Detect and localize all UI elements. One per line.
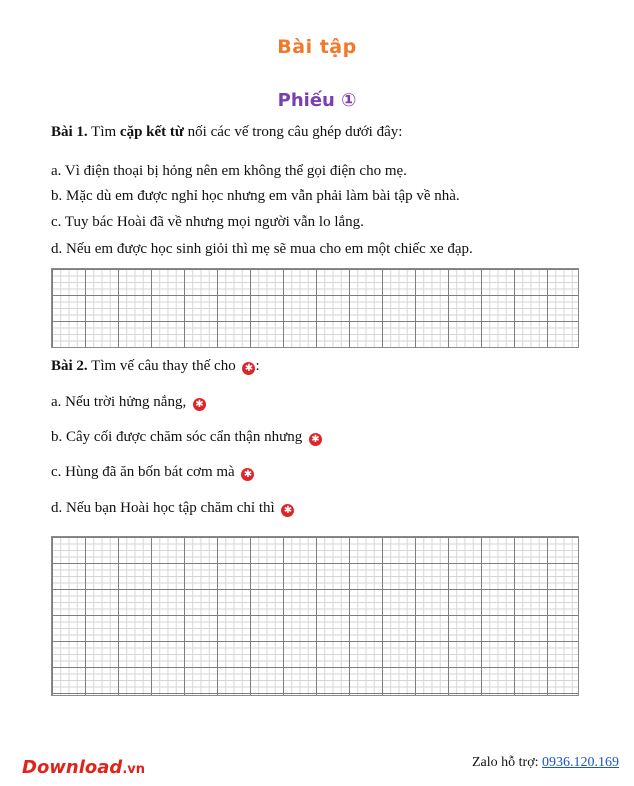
red-asterisk-circle-icon: ✱ xyxy=(309,433,322,446)
exercise2-label: Bài 2. xyxy=(51,358,88,374)
exercise1-intro-before: Tìm xyxy=(87,124,120,140)
exercise2-intro: Tìm vế câu thay thế cho xyxy=(87,358,240,374)
exercise1-item-d: d. Nếu em được học sinh giỏi thì mẹ sẽ mua cho em một chiếc xe đạp. xyxy=(51,241,473,257)
logo-main-text: Download xyxy=(22,757,123,778)
exercise1-item-b: b. Mặc dù em được nghỉ học nhưng em vẫn phải làm bài tập về nhà. xyxy=(51,188,460,204)
logo-suffix-text: .vn xyxy=(122,762,145,777)
red-asterisk-circle-icon: ✱ xyxy=(242,362,255,375)
exercise2-item-d-text: d. Nếu bạn Hoài học tập chăm chỉ thì xyxy=(51,500,279,516)
exercise2-item-c xyxy=(51,464,254,481)
red-asterisk-circle-icon: ✱ xyxy=(281,504,294,517)
worksheet-subtitle: Phiếu ① xyxy=(277,90,357,111)
exercise1-instruction xyxy=(51,124,402,141)
exercise2-instruction xyxy=(51,358,260,375)
exercise2-intro-end: : xyxy=(255,358,260,374)
answer-grid-1[interactable] xyxy=(51,268,579,348)
support-label: Zalo hỗ trợ: xyxy=(472,755,542,770)
exercise1-keyword: cặp kết từ xyxy=(119,124,184,140)
exercise1-item-c: c. Tuy bác Hoài đã về nhưng mọi người vẫn lo lắng. xyxy=(51,214,364,230)
exercise1-item-a: a. Vì điện thoại bị hỏng nên em không thể gọi điện cho mẹ. xyxy=(51,163,407,179)
exercise2-item-c-text: c. Hùng đã ăn bốn bát cơm mà xyxy=(51,464,239,480)
support-phone-link[interactable]: 0936.120.169 xyxy=(542,755,619,770)
zalo-support xyxy=(472,755,619,771)
red-asterisk-circle-icon: ✱ xyxy=(241,468,254,481)
exercise2-item-b xyxy=(51,429,322,446)
exercise2-item-d xyxy=(51,500,294,517)
download-vn-logo[interactable] xyxy=(22,757,145,778)
answer-grid-2[interactable] xyxy=(51,536,579,696)
page-title: Bài tập xyxy=(277,36,357,58)
exercise1-intro-after: nối các vế trong câu ghép dưới đây: xyxy=(183,124,403,140)
exercise2-item-b-text: b. Cây cối được chăm sóc cẩn thận nhưng xyxy=(51,429,306,445)
exercise2-item-a-text: a. Nếu trời hửng nắng, xyxy=(51,394,190,410)
exercise2-item-a xyxy=(51,394,206,411)
exercise1-label: Bài 1. xyxy=(51,124,88,140)
red-asterisk-circle-icon: ✱ xyxy=(193,398,206,411)
